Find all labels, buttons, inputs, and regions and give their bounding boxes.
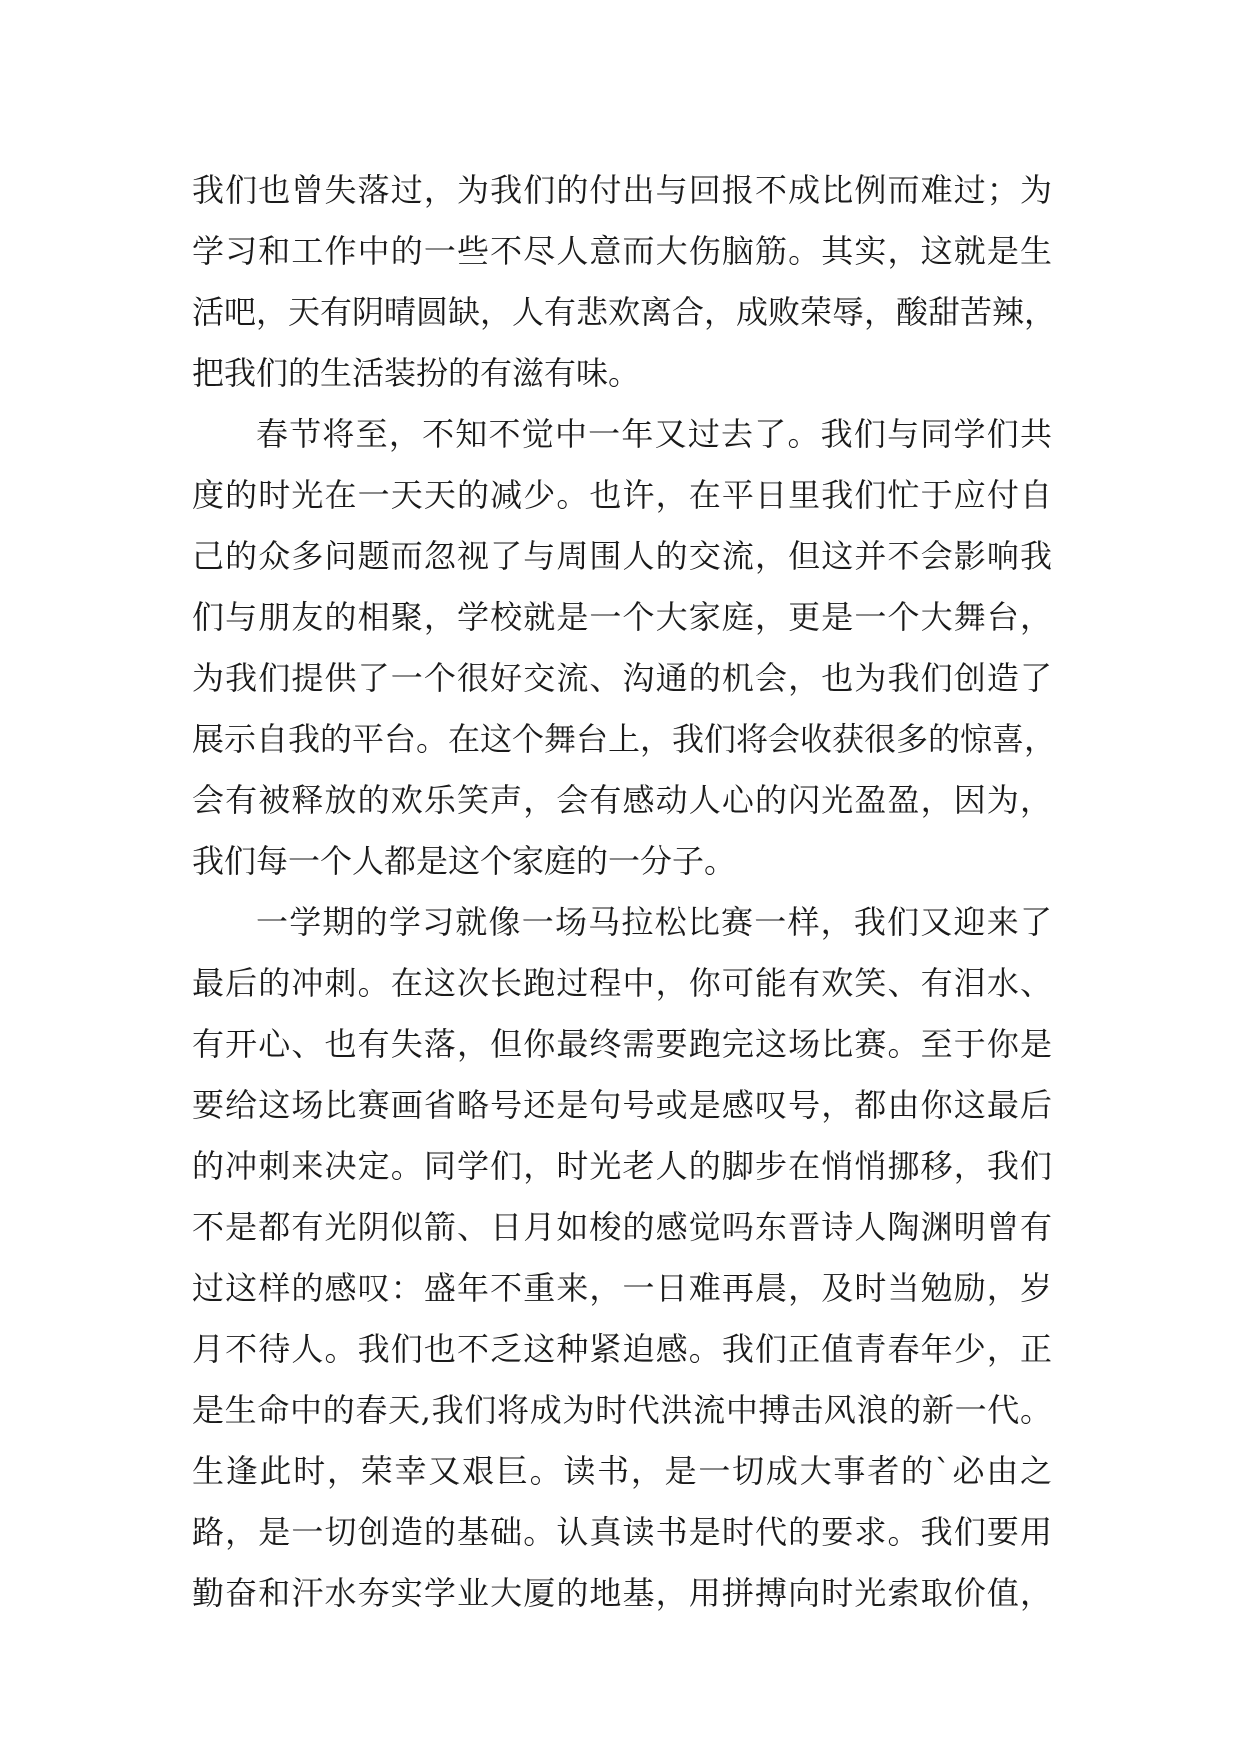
paragraph (192, 892, 1052, 1624)
text-line: 活吧，天有阴晴圆缺，人有悲欢离合，成败荣辱，酸甜苦辣， (192, 293, 1057, 331)
text-line: 一学期的学习就像一场马拉松比赛一样，我们又迎来了 (256, 903, 1052, 941)
text-line: 要给这场比赛画省略号还是句号或是感叹号，都由你这最后 (192, 1086, 1052, 1124)
text-line: 们与朋友的相聚，学校就是一个大家庭，更是一个大舞台， (192, 598, 1052, 636)
text-line: 把我们的生活装扮的有滋有味。 (192, 354, 641, 392)
text-line: 勤奋和汗水夯实学业大厦的地基，用拼搏向时光索取价值， (192, 1574, 1052, 1612)
text-line: 月不待人。我们也不乏这种紧迫感。我们正值青春年少，正 (192, 1330, 1052, 1368)
paragraph (192, 404, 1057, 892)
text-line: 会有被释放的欢乐笑声，会有感动人心的闪光盈盈，因为， (192, 781, 1052, 819)
text-line: 是生命中的春天,我们将成为时代洪流中搏击风浪的新一代。 (192, 1391, 1052, 1429)
text-line: 最后的冲刺。在这次长跑过程中，你可能有欢笑、有泪水、 (192, 964, 1052, 1002)
text-line: 为我们提供了一个很好交流、沟通的机会，也为我们创造了 (192, 659, 1052, 697)
text-line: 春节将至，不知不觉中一年又过去了。我们与同学们共 (256, 415, 1052, 453)
text-line: 展示自我的平台。在这个舞台上，我们将会收获很多的惊喜， (192, 720, 1057, 758)
text-line: 路，是一切创造的基础。认真读书是时代的要求。我们要用 (192, 1513, 1052, 1551)
body-text (192, 160, 1057, 1624)
text-line: 己的众多问题而忽视了与周围人的交流，但这并不会影响我 (192, 537, 1052, 575)
text-line: 过这样的感叹：盛年不重来，一日难再晨，及时当勉励，岁 (192, 1269, 1052, 1307)
text-line: 的冲刺来决定。同学们，时光老人的脚步在悄悄挪移，我们 (192, 1147, 1052, 1185)
paragraph (192, 160, 1057, 404)
text-line: 生逢此时，荣幸又艰巨。读书，是一切成大事者的`必由之 (192, 1452, 1052, 1490)
text-line: 度的时光在一天天的减少。也许，在平日里我们忙于应付自 (192, 476, 1052, 514)
text-line: 我们也曾失落过，为我们的付出与回报不成比例而难过；为 (192, 171, 1052, 209)
text-line: 我们每一个人都是这个家庭的一分子。 (192, 842, 737, 880)
text-line: 有开心、也有失落，但你最终需要跑完这场比赛。至于你是 (192, 1025, 1052, 1063)
text-line: 学习和工作中的一些不尽人意而大伤脑筋。其实，这就是生 (192, 232, 1052, 270)
text-line: 不是都有光阴似箭、日月如梭的感觉吗东晋诗人陶渊明曾有 (192, 1208, 1052, 1246)
